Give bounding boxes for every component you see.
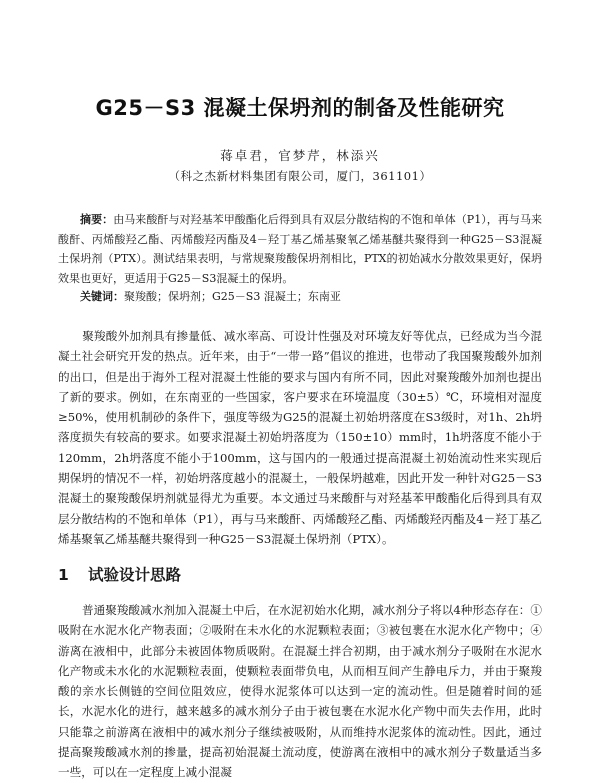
section-title: 试验设计思路	[88, 566, 182, 584]
abstract-label: 摘要：	[80, 213, 114, 226]
abstract-block	[58, 210, 542, 288]
keywords-block	[58, 287, 542, 306]
abstract-text: 由马来酸酐与对羟基苯甲酸酯化后得到具有双层分散结构的不饱和单体（P1），再与马来酸酐、丙烯酸羟乙酯、丙烯酸羟丙酯及4－羟丁基乙烯基聚氧乙烯基醚共聚得到一种G25－S3混凝土保坍剂（PTX）。测试结果表明，与常规聚羧酸保坍剂相比，PTX的初始减水分散效果更好，保坍效果也更好，更适用于G25－S3混凝土的保坍。	[58, 213, 542, 285]
section-paragraph-block	[58, 600, 542, 783]
intro-paragraph: 聚羧酸外加剂具有掺量低、减水率高、可设计性强及对环境友好等优点，已经成为当今混凝土社会研究开发的热点。近年来，由于“一带一路”倡议的推进，也带动了我国聚羧酸外加剂的出口，但是出于海外工程对混凝土性能的要求与国内有所不同，因此对聚羧酸外加剂也提出了新的要求。例如，在东南亚的一些国家，客户要求在环境温度（30±5）℃，环境相对湿度≥50%，使用机制砂的条件下，强度等级为G25的混凝土初始坍落度在S3级时，对1h、2h坍落度损失有较高的要求。如要求混凝土初始坍落度为（150±10）mm时，1h坍落度不能小于120mm，2h坍落度不能小于100mm，这与国内的一般通过提高混凝土初始流动性来实现后期保坍的情况不一样，初始坍落度越小的混凝土，一般保坍越难，因此开发一种针对G25－S3混凝土的聚羧酸保坍剂就显得尤为重要。本文通过马来酸酐与对羟基苯甲酸酯化后得到具有双层分散结构的不饱和单体（P1），再与马来酸酐、丙烯酸羟乙酯、丙烯酸羟丙酯及4－羟丁基乙烯基聚氧乙烯基醚共聚得到一种G25－S3混凝土保坍剂（PTX）。	[58, 329, 542, 546]
intro-paragraph-block	[58, 326, 542, 549]
keywords-label: 关键词：	[80, 290, 124, 303]
keywords-text: 聚羧酸；保坍剂；G25－S3 混凝土；东南亚	[124, 290, 341, 303]
author-affiliation: （科之杰新材料集团有限公司，厦门，361101）	[168, 169, 432, 183]
author-list: 蒋卓君，官梦芹，林添兴	[220, 148, 380, 163]
section-number: 1	[58, 566, 69, 584]
paper-title: G25－S3 混凝土保坍剂的制备及性能研究	[95, 96, 505, 120]
section-paragraph: 普通聚羧酸减水剂加入混凝土中后，在水泥初始水化期，减水剂分子将以4种形态存在：①吸附在水泥水化产物表面；②吸附在未水化的水泥颗粒表面；③被包裹在水泥水化产物中；④游离在液相中，此部分未被固体物质吸附。在混凝土拌合初期，由于减水剂分子吸附在水泥水化产物或未水化的水泥颗粒表面，使颗粒表面带负电，从而相互间产生静电斥力，并由于聚羧酸的亲水长侧链的空间位阻效应，使得水泥浆体可以达到一定的流动性。但是随着时间的延长，水泥水化的进行，越来越多的减水剂分子由于被包裹在水泥水化产物中而失去作用，此时只能靠之前游离在液相中的减水剂分子继续被吸附，从而维持水泥浆体的流动性。因此，通过提高聚羧酸减水剂的掺量，提高初始混凝土流动度，使游离在液相中的减水剂分子数量适当多一些，可以在一定程度上减小混凝	[58, 603, 542, 780]
section-heading	[58, 563, 181, 585]
